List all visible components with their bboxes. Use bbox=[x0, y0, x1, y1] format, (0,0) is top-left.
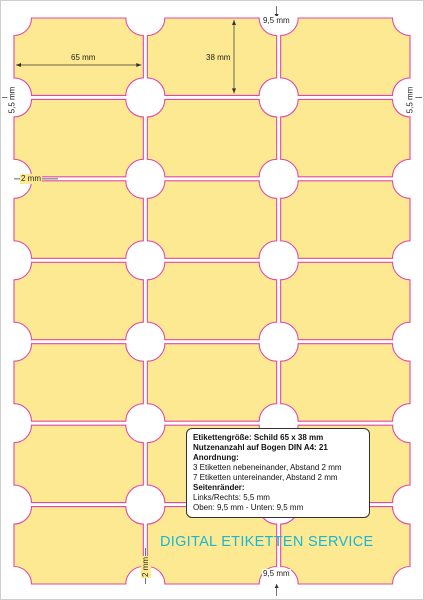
info-arrangement-heading: Anordnung: bbox=[193, 453, 239, 462]
info-margins-line-2: Oben: 9,5 mm - Unten: 9,5 mm bbox=[193, 503, 304, 512]
label-5 bbox=[147, 99, 276, 176]
top-margin-label: 9,5 mm bbox=[263, 16, 290, 25]
label-11 bbox=[147, 262, 276, 339]
right-margin-label: 5,5 mm bbox=[405, 86, 415, 114]
info-arrangement-line-2: 7 Etiketten untereinander, Abstand 2 mm bbox=[193, 473, 338, 482]
label-9 bbox=[281, 181, 410, 258]
brand-text: DIGITAL ETIKETTEN SERVICE bbox=[160, 534, 374, 550]
info-box bbox=[186, 428, 370, 518]
info-margins-line-1: Links/Rechts: 5,5 mm bbox=[193, 493, 270, 502]
label-8 bbox=[147, 181, 276, 258]
label-15 bbox=[281, 344, 410, 421]
label-width-label: 65 mm bbox=[71, 53, 96, 62]
vertical-gap-label: 2 mm bbox=[21, 174, 41, 183]
label-16 bbox=[14, 425, 143, 502]
label-14 bbox=[147, 344, 276, 421]
info-size: Etikettengröße: Schild 65 x 38 mm bbox=[193, 433, 324, 442]
label-13 bbox=[14, 344, 143, 421]
info-arrangement-line-1: 3 Etiketten nebeneinander, Abstand 2 mm bbox=[193, 463, 342, 472]
label-6 bbox=[281, 99, 410, 176]
label-12 bbox=[281, 262, 410, 339]
left-margin-label: 5,5 mm bbox=[7, 86, 17, 114]
horizontal-gap-label: 2 mm bbox=[141, 557, 150, 577]
label-3 bbox=[281, 18, 410, 95]
bottom-margin-arrow bbox=[275, 584, 279, 588]
info-count: Nutzenanzahl auf Bogen DIN A4: 21 bbox=[193, 443, 328, 452]
label-10 bbox=[14, 262, 143, 339]
label-4 bbox=[14, 99, 143, 176]
bottom-margin-label: 9,5 mm bbox=[263, 569, 290, 578]
label-7 bbox=[14, 181, 143, 258]
label-19 bbox=[14, 507, 143, 584]
info-margins-heading: Seitenränder: bbox=[193, 483, 245, 492]
label-height-label: 38 mm bbox=[206, 53, 231, 62]
